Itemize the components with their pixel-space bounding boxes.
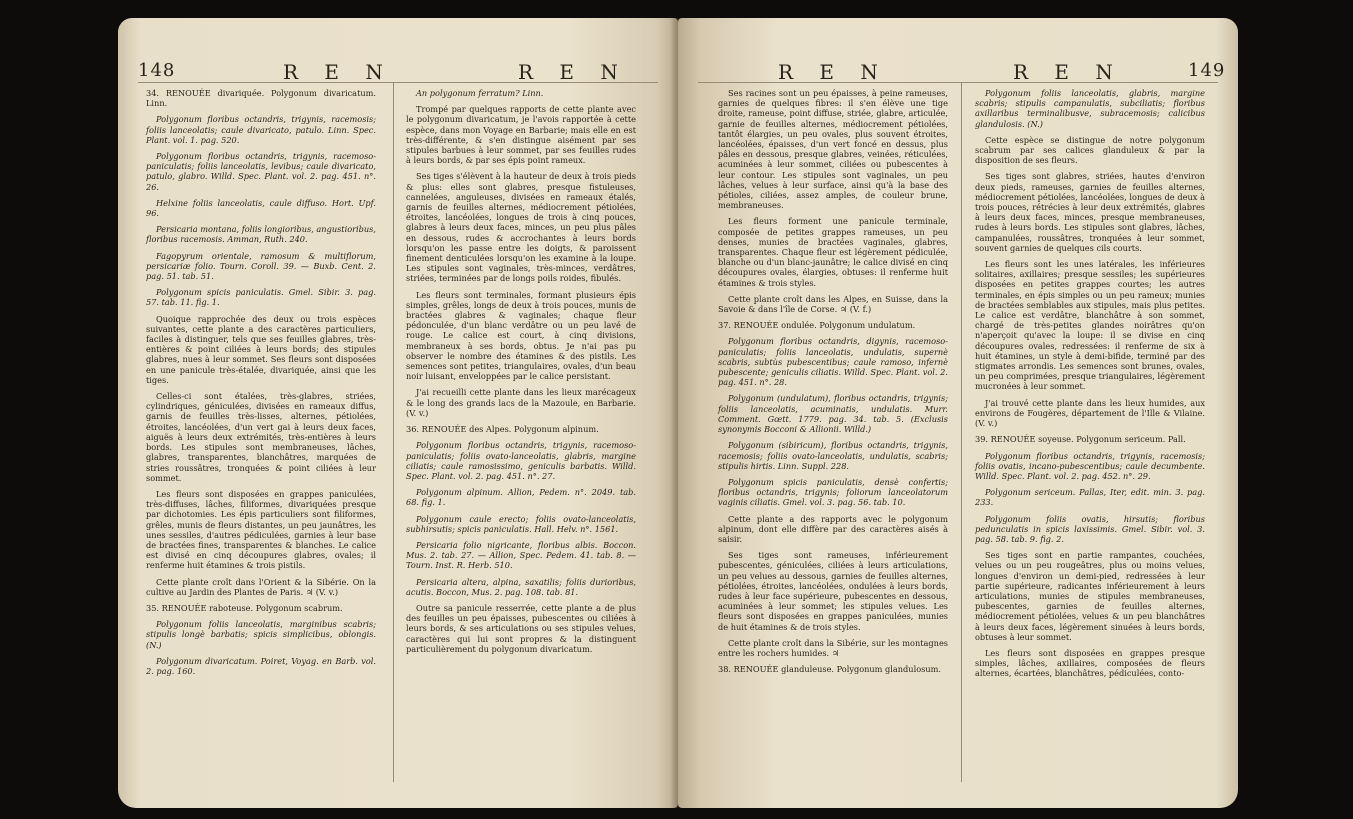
- paragraph: Les fleurs sont disposées en grappes presque simples, lâches, axillaires, composées de fleurs alternes, écartées, blanchâtres, pédiculées, conto-: [975, 647, 1205, 679]
- paragraph: Celles-ci sont étalées, très-glabres, striées, cylindriques, géniculées, divisées en rameaux diffus, garnis de feuilles très-lisses, alternes, pétiolées, étroites, lancéolées, d'un vert gai à leurs deux faces, aiguës à leurs deux extrémités, très-entières à leurs bords. Les stipules sont membraneuses, lâches, glabres, transparentes, blanchâtres, marquées de stries roussâtres, tronquées & point ciliées à leur sommet.: [146, 391, 376, 483]
- paragraph: Cette espèce se distingue de notre polygonum scabrum par ses calices glanduleux & par la disposition de ses fleurs.: [975, 134, 1205, 166]
- paragraph: Quoique rapprochée des deux ou trois espèces suivantes, cette plante a des caractères particuliers, faciles à distinguer, tels que ses feuilles glabres, très-entières & point ciliées à leurs bords; des stipules glabres, nues à leur sommet. Ses fleurs sont disposées en une panicule très-étalée, divariquée, ainsi que les tiges.: [146, 313, 376, 385]
- right-column-1: [718, 88, 948, 680]
- paragraph: Polygonum foliis lanceolatis, marginibus scabris; stipulis longè barbatis; spicis simplicibus, oblongis. (N.): [146, 619, 376, 650]
- running-head-left-1: R E N: [283, 60, 393, 84]
- paragraph: Polygonum caule erecto; foliis ovato-lanceolatis, subhirsutis; spicis paniculatis. Hall. Helv. n°. 1561.: [406, 513, 636, 534]
- paragraph: Polygonum spicis paniculatis. Gmel. Sibir. 3. pag. 57. tab. 11. fig. 1.: [146, 287, 376, 308]
- paragraph: Ses tiges s'élèvent à la hauteur de deux à trois pieds & plus: elles sont glabres, presque fistuleuses, cannelées, anguleuses, divisées en rameaux étalés, garnis de feuilles alternes, médiocrement pétiolées, étroites, lancéolées, longues de trois à cinq pouces, glabres à leurs deux faces, minces, un peu plus pâles en dessous, rudes & accrochantes à leurs bords lorsqu'on les passe entre les doigts, & paroissent finement denticulées lorsqu'on les examine à la loupe. Les stipules sont vaginales, très-minces, verdâtres, striées, terminées par de longs poils roides, fibulés.: [406, 171, 636, 284]
- running-head-right-2: R E N: [1013, 60, 1123, 84]
- paragraph: 37. RENOUÉE ondulée. Polygonum undulatum.: [718, 320, 916, 331]
- paragraph: 39. RENOUÉE soyeuse. Polygonum sericeum. Pall.: [975, 434, 1186, 445]
- paragraph: Les fleurs forment une panicule terminale, composée de petites grappes rameuses, un peu denses, munies de bractées vaginales, glabres, transparentes. Chaque fleur est légèrement pédiculée, blanche ou d'un blanc-jaunâtre; le calice divisé en cinq découpures ovales, élargies, obtuses: il renferme huit étamines & trois styles.: [718, 216, 948, 288]
- page-number-left: 148: [138, 60, 176, 81]
- paragraph: An polygonum ferratum? Linn.: [416, 88, 544, 98]
- paragraph: Les fleurs sont disposées en grappes paniculées, très-diffuses, lâches, filiformes, divariquées presque par dichotomies. Les épis particuliers sont filiformes, grêles, munis de fleurs distantes, un peu jaunâtres, les unes sessiles, d'autres pédiculées, garnies à leur base de bractées fines, transparentes & blanches. Le calice est divisé en cinq découpures glabres, ovales; il renferme huit étamines & trois pistils.: [146, 488, 376, 571]
- paragraph: Ses tiges sont rameuses, inférieurement pubescentes, géniculées, ciliées à leurs articulations, un peu velues au dessous, garnies de feuilles alternes, pétiolées, étroites, lancéolées, ondulées à leurs bords, rudes à leur face supérieure, pubescentes en dessous, acuminées à leur sommet; les stipules velues. Les fleurs sont disposées en grappes paniculées, munies de huit étamines & de trois styles.: [718, 550, 948, 632]
- paragraph: 34. RENOUÉE divariquée. Polygonum divaricatum. Linn.: [146, 88, 376, 109]
- running-head-right-1: R E N: [778, 60, 888, 84]
- paragraph: Polygonum floribus octandris, trigynis, racemoso-paniculatis; foliis lanceolatis, levibus; caule divaricato, patulo, glabro. Willd. Spec. Plant. vol. 2. pag. 451. n°. 26.: [146, 151, 376, 192]
- paragraph: Persicaria folio nigricante, floribus albis. Boccon. Mus. 2. tab. 27. — Allion, Spec. Pedem. 41. tab. 8. — Tourn. Inst. R. Herb. 510.: [406, 539, 636, 571]
- paragraph: Polygonum floribus octandris, trigynis, racemoso-paniculatis; foliis ovato-lanceolatis, glabris, margine ciliatis; caule ramosissimo, geniculis barbatis. Willd. Spec. Plant. vol. 2. pag. 451. n°. 27.: [406, 440, 636, 481]
- running-head-left-2: R E N: [518, 60, 628, 84]
- paragraph: Polygonum floribus octandris, trigynis, racemosis; foliis lanceolatis; caule divaricato, patulo. Linn. Spec. Plant. vol. 1. pag. 520.: [146, 114, 376, 145]
- paragraph: Polygonum foliis ovatis, hirsutis; floribus pedunculatis in spicis laxissimis. Gmel. Sibir. vol. 3. pag. 58. tab. 9. fig. 2.: [975, 513, 1205, 544]
- paragraph: Les fleurs sont les unes latérales, les inférieures solitaires, axillaires; presque sessiles; les supérieures disposées en petites grappes courtes; les autres terminales, en épis simples ou un peu rameux; munies de bractées semblables aux stipules, mais plus petites. Le calice est verdâtre, blanchâtre à son sommet, chargé de très-petites glandes noirâtres qu'on n'aperçoit qu'avec la loupe: il se divise en cinq découpures ovales, redressées: il renferme de six à huit étamines, un style à demi-bifide, terminé par des stigmates arrondis. Les semences sont brunes, ovales, un peu comprimées, presque triangulaires, légèrement mucronées à leur sommet.: [975, 259, 1205, 392]
- paragraph: J'ai trouvé cette plante dans les lieux humides, aux environs de Fougères, département de l'Ille & Vilaine. (V. v.): [975, 397, 1205, 429]
- paragraph: Polygonum floribus octandris, digynis, racemoso-paniculatis; foliis lanceolatis, undulatis, supernè scabris, subtùs pubescentibus; caule ramoso, infernè pubescente; geniculis ciliatis. Willd. Spec. Plant. vol. 2. pag. 451. n°. 28.: [718, 336, 948, 388]
- paragraph: Polygonum foliis lanceolatis, glabris, margine scabris; stipulis campanulatis, subciliatis; floribus axillaribus terminalibusve, subracemosis; calicibus glandulosis. (N.): [975, 88, 1205, 129]
- header-rule-left: [138, 82, 658, 83]
- left-column-1: [146, 88, 376, 682]
- paragraph: Polygonum (undulatum), floribus octandris, trigynis; foliis lanceolatis, acuminatis, undulatis. Murr. Comment. Gœtt. 1779. pag. 34. tab. 5. (Exclusis synonymis Bocconi & Allionii. Willd.): [718, 393, 948, 435]
- open-book: [118, 18, 1238, 808]
- paragraph: Cette plante croît dans les Alpes, en Suisse, dans la Savoie & dans l'île de Corse. ♃ (V. f.): [718, 293, 948, 315]
- paragraph: Les fleurs sont terminales, formant plusieurs épis simples, grêles, longs de deux à trois pouces, munis de bractées glabres & vaginales; chaque fleur pédonculée, d'un blanc verdâtre ou un peu lavé de rouge. Le calice est court, à cinq divisions, membraneux à ses bords, obtus. Je n'ai pas pu observer le nombre des étamines & des pistils. Les semences sont petites, triangulaires, ovales, d'un beau noir luisant, enveloppées par le calice persistant.: [406, 289, 636, 382]
- paragraph: Polygonum spicis paniculatis, densè confertis; floribus octandris, trigynis; foliorum lanceolatorum vaginis ciliatis. Gmel. vol. 3. pag. 56. tab. 10.: [718, 476, 948, 508]
- header-rule-right: [698, 82, 1218, 83]
- paragraph: Ses tiges sont en partie rampantes, couchées, velues ou un peu rougeâtres, plus ou moins velues, longues d'environ un demi-pied, redressées à leur partie supérieure, radicantes inférieurement à leurs articulations, munies de stipules membraneuses, pubescentes, garnies de feuilles alternes, médiocrement pétiolées, velues & un peu blanchâtres à leurs deux faces, légèrement sinuées à leurs bords, obtuses à leur sommet.: [975, 550, 1205, 642]
- paragraph: Polygonum sericeum. Pallas, Iter, edit. min. 3. pag. 233.: [975, 487, 1205, 508]
- paragraph: Persicaria montana, foliis longioribus, angustioribus, floribus racemosis. Amman, Ruth. 240.: [146, 224, 376, 245]
- paragraph: Fagopyrum orientale, ramosum & multiflorum, persicariæ folio. Tourn. Coroll. 39. — Buxb. Cent. 2. pag. 51. tab. 51.: [146, 250, 376, 282]
- paragraph: 35. RENOUÉE raboteuse. Polygonum scabrum.: [146, 602, 343, 613]
- column-rule-right: [961, 82, 962, 782]
- paragraph: Trompé par quelques rapports de cette plante avec le polygonum divaricatum, je l'avois rapportée à cette espèce, dans mon Voyage en Barbarie; mais elle en est très-différente, & s'en distingue aisément par ses stipules barbues à leur sommet, par ses feuilles rudes à leurs bords, & par ses épis point rameux.: [406, 104, 636, 166]
- column-rule-left: [393, 82, 394, 782]
- paragraph: 38. RENOUÉE glanduleuse. Polygonum glandulosum.: [718, 664, 941, 675]
- left-column-2: [406, 88, 636, 660]
- right-column-2: [975, 88, 1205, 685]
- page-number-right: 149: [1188, 60, 1226, 81]
- paragraph: 36. RENOUÉE des Alpes. Polygonum alpinum.: [406, 424, 599, 435]
- paragraph: Cette plante a des rapports avec le polygonum alpinum, dont elle diffère par des caractères aisés à saisir.: [718, 513, 948, 544]
- right-page: [678, 18, 1238, 808]
- paragraph: Polygonum floribus octandris, trigynis, racemosis; foliis ovatis, incano-pubescentibus; caule decumbente. Willd. Spec. Plant. vol. 2. pag. 452. n°. 29.: [975, 450, 1205, 481]
- paragraph: Ses tiges sont glabres, striées, hautes d'environ deux pieds, rameuses, garnies de feuilles alternes, médiocrement pétiolées, lancéolées, longues de deux à trois pouces, rétrécies à leur deux extrémités, glabres à leurs deux faces, minces, presque membraneuses, rudes à leurs bords. Les stipules sont glabres, lâches, campanulées, roussâtres, tronquées à leur sommet, souvent garnies de quelques cils courts.: [975, 171, 1205, 253]
- paragraph: Cette plante croît dans la Sibérie, sur les montagnes entre les rochers humides. ♃: [718, 637, 948, 658]
- paragraph: J'ai recueilli cette plante dans les lieux marécageux & le long des grands lacs de la Mazoule, en Barbarie. (V. v.): [406, 387, 636, 418]
- paragraph: Polygonum divaricatum. Poiret, Voyag. en Barb. vol. 2. pag. 160.: [146, 655, 376, 676]
- paragraph: Persicaria altera, alpina, saxatilis; foliis durioribus, acutis. Boccon, Mus. 2. pag. 108. tab. 81.: [406, 576, 636, 597]
- paragraph: Helxine foliis lanceolatis, caule diffuso. Hort. Upf. 96.: [146, 197, 376, 219]
- paragraph: Polygonum (sibiricum), floribus octandris, trigynis, racemosis; foliis ovato-lanceolatis, undulatis, scabris; stipulis hirtis. Linn. Suppl. 228.: [718, 440, 948, 471]
- paragraph: Outre sa panicule resserrée, cette plante a de plus des feuilles un peu épaisses, pubescentes ou ciliées à leurs bords, & ses articulations ou ses stipules velues, caractères qui lui sont propres & la distinguent particulièrement du polygonum divaricatum.: [406, 602, 636, 654]
- paragraph: Ses racines sont un peu épaisses, à peine rameuses, garnies de quelques fibres: il s'en élève une tige droite, rameuse, point diffuse, striée, glabre, articulée, garnie de feuilles alternes, médiocrement pétiolées, tantôt élargies, un peu ovales, plus souvent étroites, lancéolées, épaisses, d'un vert foncé en dessus, plus pâles en dessous, presque glabres, veinées, réticulées, acuminées à leur sommet, ciliées ou pubescentes à leur contour. Les stipules sont vaginales, un peu lâches, velues à leur surface, ainsi qu'à la base des pétioles, ciliées, assez amples, de couleur brune, membraneuses.: [718, 88, 948, 211]
- paragraph: Cette plante croît dans l'Orient & la Sibérie. On la cultive au Jardin des Plantes de Paris. ♃ (V. v.): [146, 576, 376, 597]
- left-page: [118, 18, 678, 808]
- paragraph: Polygonum alpinum. Allion, Pedem. n°. 2049. tab. 68. fig. 1.: [406, 487, 636, 508]
